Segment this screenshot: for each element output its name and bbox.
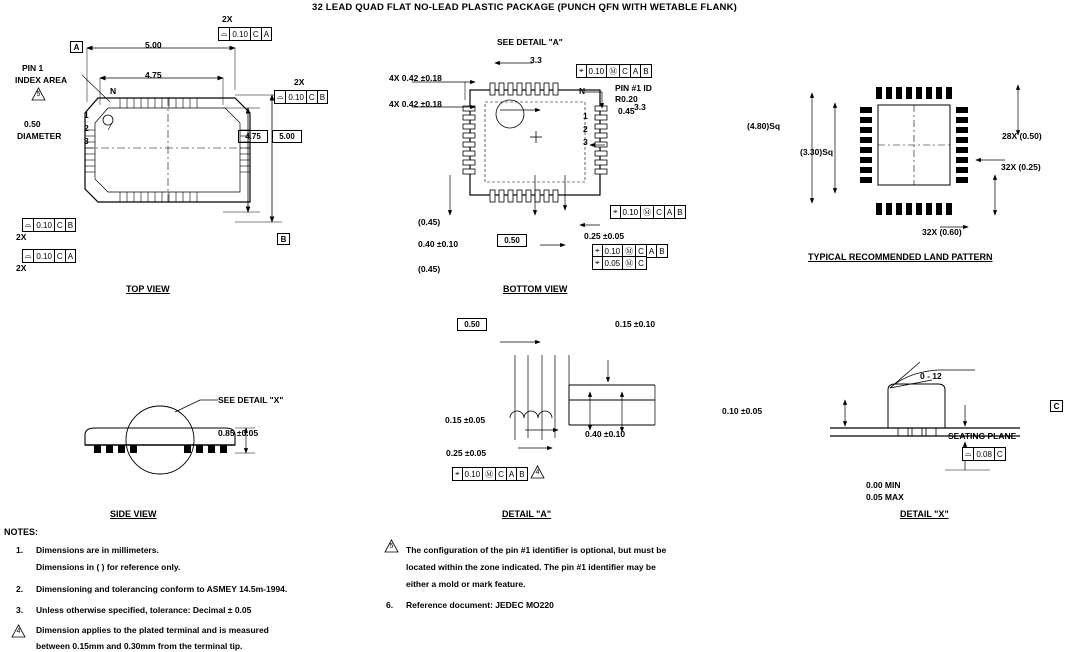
see-detail-x-label: SEE DETAIL "X" [218,395,284,405]
pin-2-number-bottom: 2 [583,124,588,134]
fcf-bv-top-d2: A [631,65,641,77]
note-5-line-2: located within the zone indicated. The pin #1 identifier may be [406,562,656,572]
fcf-bottom-b2 [592,256,647,270]
side-view-label: SIDE VIEW [110,509,157,519]
fcf-bv-mid-d1: C [654,206,665,218]
fcf-left1-tol: 0.10 [34,219,55,231]
pin-3-number-bottom: 3 [583,137,588,147]
note-1-line-2: Dimensions in ( ) for reference only. [36,562,181,572]
fcf-bv-mid-d2: A [665,206,675,218]
dim-5-00-top: 5.00 [145,40,162,50]
fcf-dx-d1: C [996,449,1003,459]
fcf-bv-mid-tol: 0.10 [621,206,642,218]
fcf-left-2 [22,249,76,263]
dim-0-45-b: (0.45) [418,264,441,274]
detail-a-dim-0-50: 0.50 [457,318,487,331]
pin-1-number: 1 [84,110,89,120]
fcf-bv-mid-d3: B [677,207,683,217]
side-view-art [50,390,280,500]
note-4-triangle: 4 [12,625,25,637]
fcf-da-d1: C [496,468,507,480]
fcf-top-tol: 0.10 [230,28,251,40]
pin1-note-triangle: 5 [32,88,45,100]
fcf-bv-top-tol: 0.10 [587,65,608,77]
land-dim-3-30: (3.30)Sq [800,147,834,157]
fcf-da-mod: Ⓜ [483,468,496,480]
fcf-bv-top-d3: B [643,66,649,76]
note-4-line-2: between 0.15mm and 0.30mm from the terminal tip. [36,641,243,651]
fcf-bv-b1-mod: Ⓜ [623,245,636,257]
lead-dim-4x-1: 4X 0.42 ±0.18 [389,73,442,83]
fcf-dx-tol: 0.08 [974,448,995,460]
datum-n-top: N [110,86,117,96]
fcf-detail-a [452,467,528,481]
dim-0-45-r: 0.45 [618,106,635,116]
dim-0-45-a: (0.45) [418,217,441,227]
fcf-bv-b2-d1: C [638,258,644,268]
fcf-bv-b1-d1: C [636,245,647,257]
land-dim-28x: 28X (0.50) [1002,131,1042,141]
fcf-bottom-mid [610,205,686,219]
fcf-bv-b1-tol: 0.10 [603,245,624,257]
detail-x-dim-005-max: 0.05 MAX [866,492,904,502]
dim-3-3-top: 3.3 [530,55,542,65]
fcf-da-d3: B [519,469,525,479]
fcf-da-d2: A [507,468,517,480]
land-dim-32x-025: 32X (0.25) [1001,162,1041,172]
fcf-detail-x [962,447,1006,461]
datum-c-detail-x: C [1050,400,1063,412]
detail-x-dim-010: 0.10 ±0.05 [722,406,763,416]
note-5-triangle: 5 [385,540,398,552]
fcf-left2-mult: 2X [16,263,27,273]
note-2-line-1: Dimensioning and tolerancing conform to ASMEY 14.5m-1994. [36,584,288,594]
note-6-num: 6. [386,600,394,610]
dim-3-3-right: 3.3 [634,102,646,112]
fcf-bottom-top [576,64,652,78]
detail-a-dim-040: 0.40 ±0.10 [585,429,626,439]
pin-3-number: 3 [84,136,89,146]
detail-x-label: DETAIL "X" [900,509,949,519]
detail-a-note-triangle: 4 [531,466,544,478]
notes-heading: NOTES: [4,527,39,537]
fcf-bv-b1-d2: A [647,245,657,257]
fcf-left2-datum1: C [55,250,66,262]
detail-x-dim-000-min: 0.00 MIN [866,480,901,490]
pin1-id-line1: PIN #1 ID [615,83,652,93]
detail-a-dim-015-010: 0.15 ±0.10 [615,319,656,329]
pin1-label-line2: INDEX AREA [15,75,68,85]
fcf-left1-sym: ⌓ [23,219,34,231]
detail-a-dim-025: 0.25 ±0.05 [446,448,487,458]
fcf-top-datum1: C [251,28,262,40]
dim-4-75-vert: 4.75 [238,130,268,143]
fcf-bv-b2-mod: Ⓜ [623,257,636,269]
diameter-line1: 0.50 [24,119,41,129]
seating-plane-label: SEATING PLANE [948,431,1017,441]
fcf-bv-b2-sym: ⌖ [593,257,603,269]
lead-dim-4x-2: 4X 0.42 ±0.18 [389,99,442,109]
note-1-num: 1. [16,545,24,555]
detail-a-art [480,330,700,490]
fcf-right [274,90,328,104]
fcf-bv-b1-d3: B [659,246,665,256]
dim-0-25-bottom: 0.25 ±0.05 [584,231,625,241]
detail-x-angle: 0 - 12 [920,371,942,381]
fcf-da-sym: ⌖ [453,468,463,480]
datum-b-top: B [277,233,290,245]
fcf-right-mult: 2X [294,77,305,87]
fcf-right-datum2: B [319,92,326,102]
fcf-left1-mult: 2X [16,232,27,242]
land-pattern-label: TYPICAL RECOMMENDED LAND PATTERN [808,252,993,262]
fcf-bv-top-mod: Ⓜ [607,65,620,77]
diameter-line2: DIAMETER [17,131,62,141]
fcf-da-tol: 0.10 [463,468,484,480]
fcf-bv-b2-tol: 0.05 [603,257,624,269]
fcf-bv-b1-sym: ⌖ [593,245,603,257]
page-title: 32 LEAD QUAD FLAT NO-LEAD PLASTIC PACKAGE (PUNCH QFN WITH WETABLE FLANK) [312,2,737,13]
pin1-id-line2: R0.20 [615,94,638,104]
top-view-label: TOP VIEW [126,284,170,294]
pin-1-number-bottom: 1 [583,111,588,121]
fcf-right-datum1: C [307,91,318,103]
note-5-line-3: either a mold or mark feature. [406,579,526,589]
fcf-top-mult: 2X [222,14,233,24]
note-6-line-1: Reference document: JEDEC MO220 [406,600,554,610]
fcf-top-datum2: A [263,29,270,39]
fcf-left2-datum2: A [67,251,74,261]
pin-2-number: 2 [84,123,89,133]
detail-a-label: DETAIL "A" [502,509,552,519]
fcf-left1-datum1: C [55,219,66,231]
fcf-left2-tol: 0.10 [34,250,55,262]
fcf-bv-top-d1: C [620,65,631,77]
land-dim-32x-060: 32X (0.60) [922,227,962,237]
fcf-dx-sym: ⌓ [963,448,974,460]
dim-4-75-top: 4.75 [145,70,162,80]
note-5-line-1: The configuration of the pin #1 identifier is optional, but must be [406,545,667,555]
fcf-top-sym: ⌓ [219,28,230,40]
fcf-left2-sym: ⌓ [23,250,34,262]
fcf-bv-top-sym: ⌖ [577,65,587,77]
note-4-line-1: Dimension applies to the plated terminal and is measured [36,625,269,635]
fcf-bv-mid-mod: Ⓜ [641,206,654,218]
fcf-top [218,27,272,41]
dim-0-40: 0.40 ±0.10 [418,239,459,249]
fcf-left1-datum2: B [67,220,74,230]
datum-a-top: A [70,41,83,53]
dim-0-50-bottom: 0.50 [497,234,527,247]
fcf-left-1 [22,218,76,232]
side-dim-0-85: 0.85 ±0.05 [218,428,259,438]
note-2-num: 2. [16,584,24,594]
fcf-right-sym: ⌓ [275,91,286,103]
note-1-line-1: Dimensions are in millimeters. [36,545,159,555]
bottom-view-label: BOTTOM VIEW [503,284,568,294]
pin1-label-line1: PIN 1 [22,63,44,73]
note-3-line-1: Unless otherwise specified, tolerance: Decimal ± 0.05 [36,605,252,615]
dim-5-00-vert: 5.00 [272,130,302,143]
fcf-bv-mid-sym: ⌖ [611,206,621,218]
see-detail-a-label: SEE DETAIL "A" [497,37,563,47]
land-dim-4-80: (4.80)Sq [747,121,781,131]
fcf-right-tol: 0.10 [286,91,307,103]
datum-n-bottom: N [579,86,586,96]
note-3-num: 3. [16,605,24,615]
detail-a-dim-015-005: 0.15 ±0.05 [445,415,486,425]
